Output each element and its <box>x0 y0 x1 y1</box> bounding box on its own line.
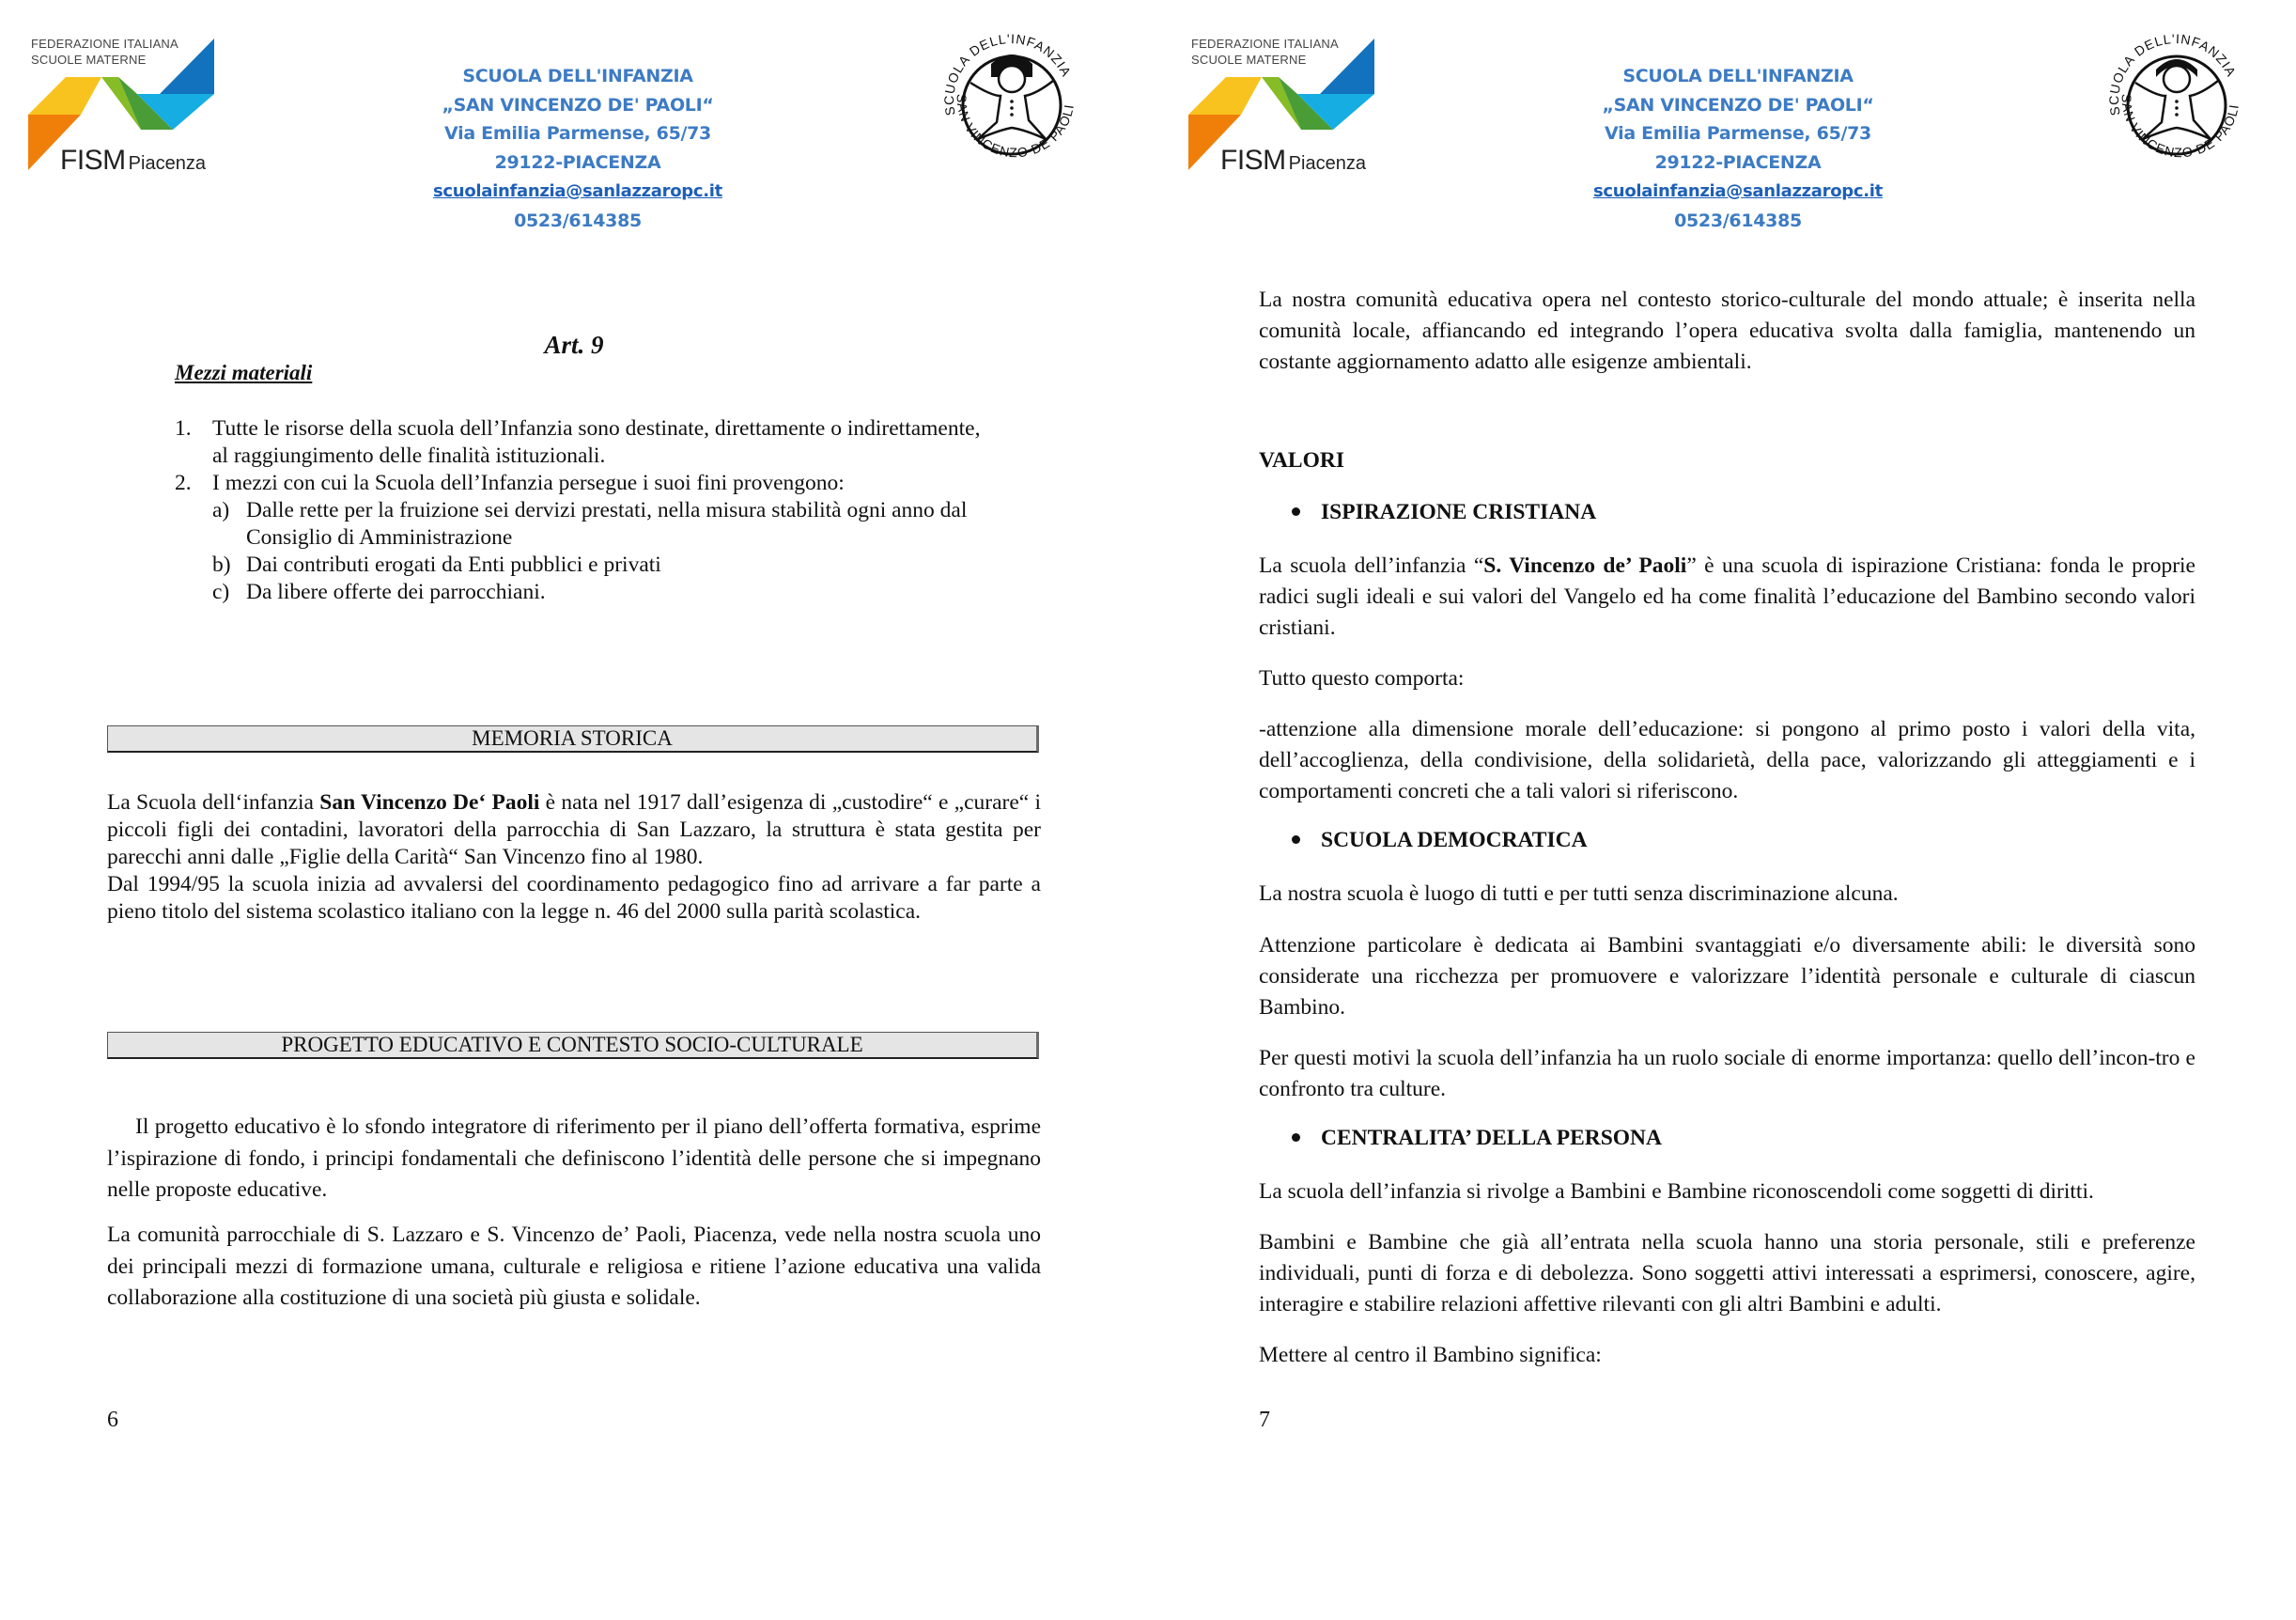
sublist-item-text-cont: Consiglio di Amministrazione <box>246 525 513 550</box>
fism-brand-name: FISM <box>1220 145 1286 176</box>
democratica-paragraph-2: Attenzione particolare è dedicata ai Bambini svantaggiati e/o diversamente abili: le diversità sono considerate una ricchezza per promuovere e valorizzare l’identità personale e culturale di ciascun Bambino. <box>1259 933 2195 1020</box>
fism-brand-city: Piacenza <box>1288 153 1366 174</box>
section-heading-ispirazione-cristiana: ISPIRAZIONE CRISTIANA <box>1292 500 1596 525</box>
sublist-item-text: Da libere offerte dei parrocchiani. <box>246 580 546 604</box>
fism-line2: SCUOLE MATERNE <box>1191 53 1307 67</box>
svg-text:SAN VINCENZO DE PAOLI PC: SAN VINCENZO DE PAOLI <box>954 93 1077 161</box>
list-item-number: 2. <box>175 471 192 495</box>
fism-brand <box>60 145 206 177</box>
school-name-bold: San Vincenzo De‘ Paoli <box>319 790 540 815</box>
sublist-item-text: Dai contributi erogati da Enti pubblici e privati <box>246 553 661 577</box>
bullet-icon <box>1292 507 1300 516</box>
memoria-paragraph-2: Dal 1994/95 la scuola inizia ad avvalersi del coordinamento pedagogico fino ad arrivare a far parte a pieno titolo del sistema scolastico italiano con la legge n. 46 del 2000 sulla parità scolastica. <box>107 872 1041 924</box>
list-item-number: 1. <box>175 416 192 441</box>
section-header-memoria-storica: MEMORIA STORICA <box>107 725 1039 753</box>
child-seal-icon <box>935 28 1085 179</box>
school-name-line2: „SAN VINCENZO DE' PAOLI“ <box>1602 94 1874 116</box>
page-number: 7 <box>1259 1408 1270 1432</box>
fism-logo <box>26 34 224 175</box>
intro-paragraph: La nostra comunità educativa opera nel contesto storico-culturale del mondo attuale; è inserita nella comunità locale, affiancando ed integrando l’opera educativa svolta dalla famiglia, mantenendo un costante aggiornamento adatto alle esigenze ambientali. <box>1259 288 2195 374</box>
fism-brand-name: FISM <box>60 145 126 176</box>
school-name-bold: S. Vincenzo de’ Paoli <box>1483 553 1687 578</box>
fism-brand <box>1220 145 1366 177</box>
page-7 <box>1160 0 2296 1620</box>
ispirazione-paragraph-1: La scuola dell’infanzia “S. Vincenzo de’ Paoli” è una scuola di ispirazione Cristiana: fonda le proprie radici sugli ideali e sui valori del Vangelo ed ha come finalità l’educazione del Bambino secondo valori cristiani. <box>1259 553 2195 640</box>
logo-yellow-shape <box>1188 77 1262 115</box>
article-title: Art. 9 <box>544 331 604 359</box>
list-item-text: I mezzi con cui la Scuola dell’Infanzia persegue i suoi fini provengono: <box>212 471 845 495</box>
progetto-paragraph-1: Il progetto educativo è lo sfondo integratore di riferimento per il piano dell’offerta formativa, esprime l’ispirazione di fondo, i principi fondamentali che definiscono l’identità delle persone che si impegnano nelle proposte educative. <box>107 1114 1041 1202</box>
fism-line1: FEDERAZIONE ITALIANA <box>1191 37 1339 51</box>
sublist-item-letter: b) <box>212 553 231 577</box>
list-item-text-cont: al raggiungimento delle finalità istituzionali. <box>212 444 606 468</box>
school-email-link[interactable]: scuolainfanzia@sanlazzaropc.it <box>1593 181 1883 201</box>
school-seal-logo <box>935 28 1085 179</box>
progetto-paragraph-2: La comunità parrocchiale di S. Lazzaro e S. Vincenzo de’ Paoli, Piacenza, vede nella nostra scuola uno dei principali mezzi di formazione umana, culturale e religiosa e ritiene l’azione educativa una valida collaborazione alla costituzione di una società più giusta e solidale. <box>107 1223 1041 1310</box>
school-phone: 0523/614385 <box>514 210 642 231</box>
article-subtitle: Mezzi materiali <box>175 361 313 384</box>
sublist-item-letter: a) <box>212 498 230 522</box>
bullet-icon <box>1292 835 1300 844</box>
section-heading-scuola-democratica: SCUOLA DEMOCRATICA <box>1292 828 1588 853</box>
svg-text:SCUOLA DELL'INFANZIA: SCUOLA DELL'INFANZIA <box>2106 31 2240 117</box>
logo-yellow-shape <box>28 77 101 115</box>
svg-text:SAN VINCENZO DE PAOLI PC: SAN VINCENZO DE PAOLI <box>2118 93 2242 161</box>
school-header <box>395 62 761 235</box>
fism-federation-text <box>31 36 178 68</box>
fism-brand-city: Piacenza <box>128 153 206 174</box>
page-number: 6 <box>107 1408 118 1432</box>
fism-logo <box>1187 34 1384 175</box>
bullet-icon <box>1292 1133 1300 1142</box>
school-city: 29122-PIACENZA <box>1654 151 1822 173</box>
memoria-paragraph-1: La Scuola dell‘infanzia San Vincenzo De‘ Paoli è nata nel 1917 dall’esigenza di „custodire“ e „curare“ i piccoli figli dei contadini, lavoratori della parrocchia di San Lazzaro, la struttura è stata gestita per parecchi anni dalle „Figlie della Carità“ San Vincenzo fino al 1980. <box>107 790 1041 869</box>
child-seal-icon <box>2100 28 2250 179</box>
sublist-item-letter: c) <box>212 580 230 604</box>
school-email-link[interactable]: scuolainfanzia@sanlazzaropc.it <box>433 181 722 201</box>
school-phone: 0523/614385 <box>1674 210 1802 231</box>
fism-line2: SCUOLE MATERNE <box>31 53 147 67</box>
centralita-paragraph-1: La scuola dell’infanzia si rivolge a Bambini e Bambine riconoscendoli come soggetti di diritti. <box>1259 1179 2094 1204</box>
sublist-item-text: Dalle rette per la fruizione sei dervizi prestati, nella misura stabilità ogni anno dal <box>246 498 968 522</box>
section-header-progetto-educativo: PROGETTO EDUCATIVO E CONTESTO SOCIO-CULTURALE <box>107 1032 1039 1059</box>
school-address: Via Emilia Parmense, 65/73 <box>1605 123 1871 144</box>
centralita-paragraph-3: Mettere al centro il Bambino significa: <box>1259 1343 1602 1367</box>
school-name-line1: SCUOLA DELL'INFANZIA <box>462 66 693 86</box>
ispirazione-paragraph-3: -attenzione alla dimensione morale dell’educazione: si pongono al primo posto i valori della vita, dell’accoglienza, della condivisione, della solidarietà, della pace, valorizzando gli atteggiamenti e i comportamenti concreti che a tali valori si riferiscono. <box>1259 717 2195 803</box>
fism-line1: FEDERAZIONE ITALIANA <box>31 37 178 51</box>
svg-text:SCUOLA DELL'INFANZIA: SCUOLA DELL'INFANZIA <box>941 31 1075 117</box>
school-name-line2: „SAN VINCENZO DE' PAOLI“ <box>442 94 714 116</box>
school-header <box>1555 62 1921 235</box>
school-city: 29122-PIACENZA <box>494 151 661 173</box>
democratica-paragraph-1: La nostra scuola è luogo di tutti e per tutti senza discriminazione alcuna. <box>1259 881 1899 906</box>
school-seal-logo <box>2100 28 2250 179</box>
section-heading-centralita-persona: CENTRALITA’ DELLA PERSONA <box>1292 1126 1662 1151</box>
ispirazione-paragraph-2: Tutto questo comporta: <box>1259 666 1465 691</box>
valori-heading: VALORI <box>1259 448 1344 473</box>
centralita-paragraph-2: Bambini e Bambine che già all’entrata nella scuola hanno una storia personale, stili e preferenze individuali, punti di forza e di debolezza. Sono soggetti attivi interessati a esprimersi, conoscere, agire, interagire e stabilire relazioni affettive rilevanti con gli altri Bambini e adulti. <box>1259 1230 2195 1316</box>
school-address: Via Emilia Parmense, 65/73 <box>444 123 711 144</box>
democratica-paragraph-3: Per questi motivi la scuola dell’infanzia ha un ruolo sociale di enorme importanza: quello dell’incon-tro e confronto tra culture. <box>1259 1046 2195 1101</box>
list-item-text: Tutte le risorse della scuola dell’Infanzia sono destinate, direttamente o indirettamente, <box>212 416 981 441</box>
fism-federation-text <box>1191 36 1339 68</box>
school-name-line1: SCUOLA DELL'INFANZIA <box>1622 66 1854 86</box>
